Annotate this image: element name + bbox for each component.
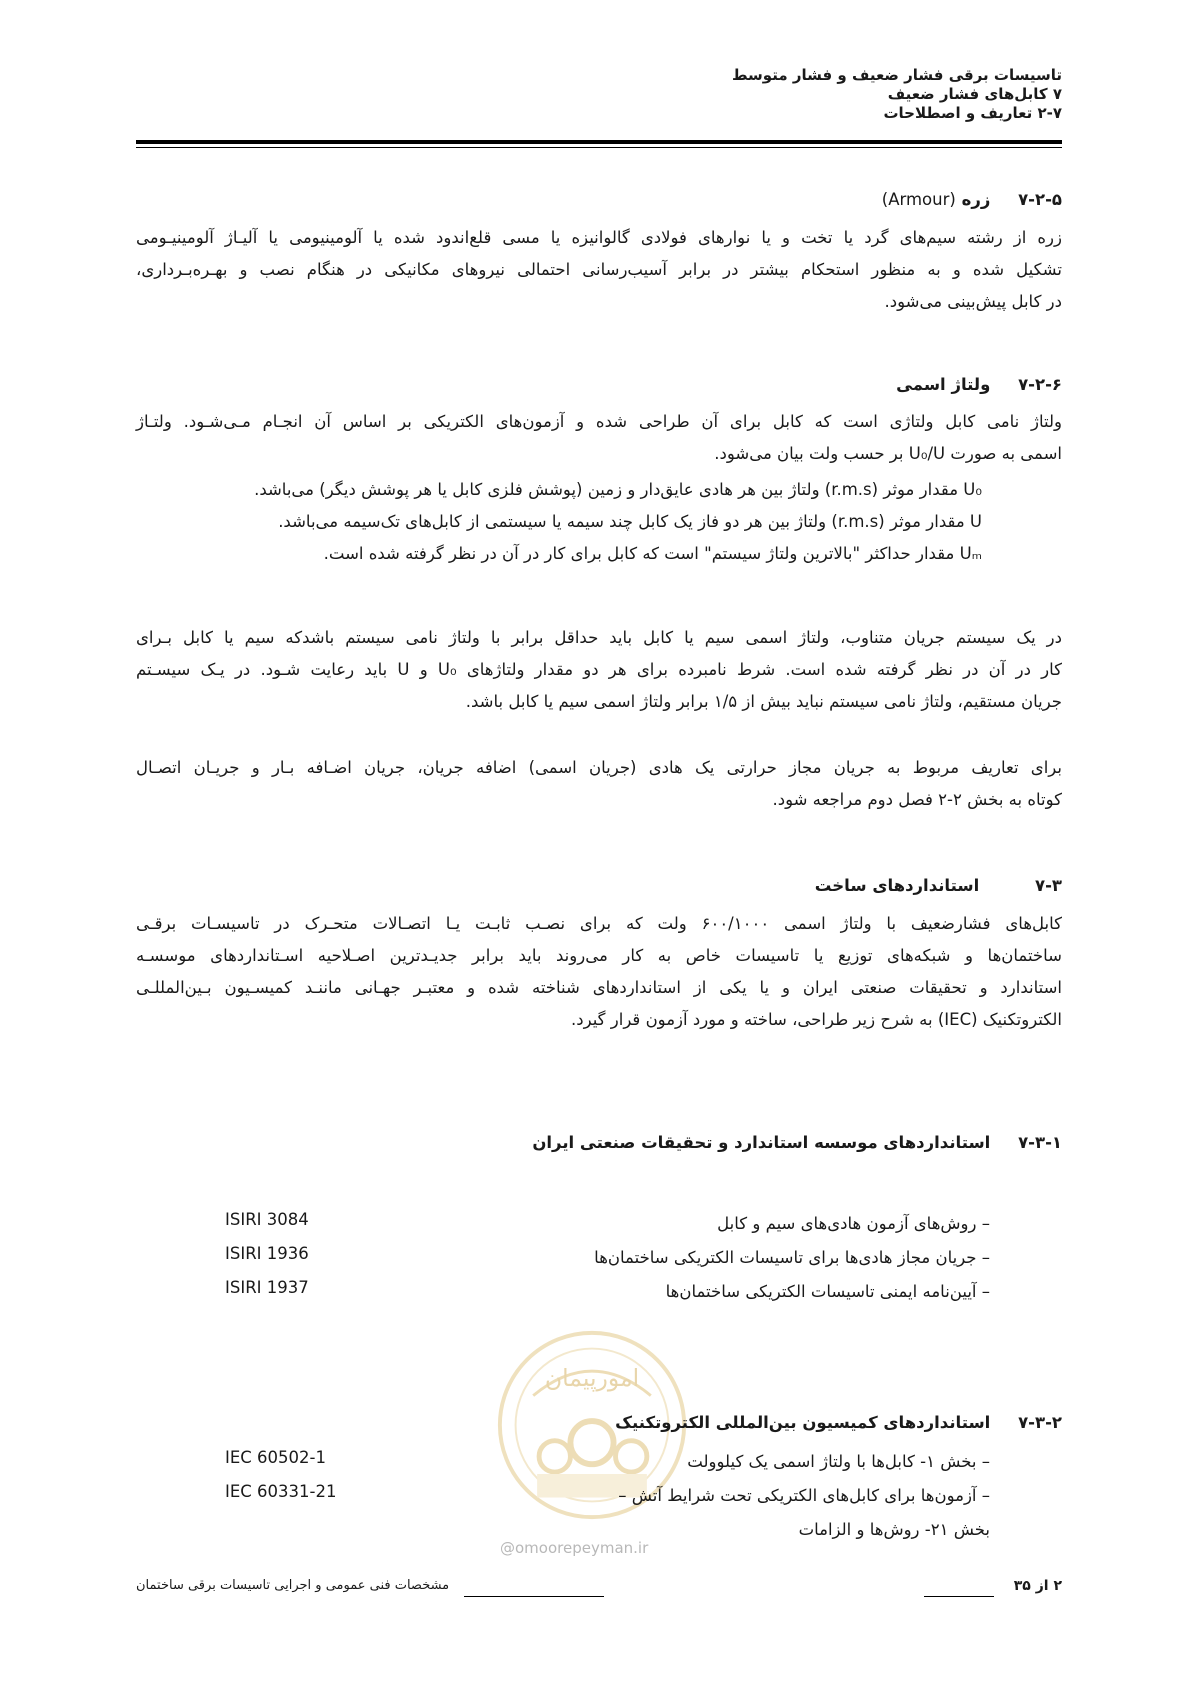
watermark-logo-text: امورپیمان — [544, 1363, 640, 1392]
iec-code-1: IEC 60502-1 — [225, 1448, 326, 1467]
section-title: ولتاژ اسمی — [896, 375, 991, 394]
section-title: استانداردهای موسسه استاندارد و تحقیقات صنعتی ایران — [532, 1133, 991, 1152]
paragraph-line: کار در آن در نظر گرفته شده است. شرط نامبرده برای هر دو مقدار ولتاژهای U₀ و U باید رعایت شـود. در یـک سیسـتم — [136, 660, 1062, 679]
header-rule-thin — [136, 147, 1062, 148]
header-line-2: ۷ کابل‌های فشار ضعیف — [887, 85, 1062, 103]
iec-item-2: – آزمون‌ها برای کابل‌های الکتریکی تحت شرایط آتش – — [618, 1486, 990, 1505]
section-number: ۷-۲-۵ — [1018, 190, 1062, 209]
iec-code-2: IEC 60331-21 — [225, 1482, 337, 1501]
iec-item-1: – بخش ۱- کابل‌ها با ولتاژ اسمی یک کیلوولت — [687, 1452, 990, 1471]
paragraph-line: برای تعاریف مربوط به جریان مجاز حرارتی یک هادی (جریان اسمی) اضافه جریان، جریان اضـافه بـار و جریـان اتصـال — [136, 758, 1062, 777]
isiri-item-1: – روش‌های آزمون هادی‌های سیم و کابل — [717, 1214, 990, 1233]
definition-line: Uₘ مقدار حداکثر "بالاترین ولتاژ سیستم" است که کابل برای کار در آن در نظر گرفته شده است. — [323, 544, 982, 563]
paragraph-line: جریان مستقیم، ولتاژ نامی سیستم نباید بیش از ۱/۵ برابر ولتاژ اسمی سیم یا کابل باشد. — [465, 692, 1062, 711]
section-title-en: (Armour) — [881, 190, 956, 209]
paragraph-line: در یک سیستم جریان متناوب، ولتاژ اسمی سیم یا کابل باید حداقل برابر با ولتاژ نامی سیستم باشدکه سیم یا کابل بـرای — [136, 628, 1062, 647]
section-title: استانداردهای ساخت — [814, 876, 980, 895]
section-heading-iec — [615, 1413, 1062, 1432]
section-heading-rated-voltage — [896, 375, 1062, 394]
paragraph-line: ساختمان‌ها و شبکه‌های توزیع یا تاسیسات خاص به کار می‌روند باید برابر جدیـدترین اصـلاحیه اسـتانداردهای موسسـه — [136, 946, 1062, 965]
section-number: ۷-۳ — [1035, 876, 1062, 895]
paragraph-line: کوتاه به بخش ۲-۲ فصل دوم مراجعه شود. — [772, 790, 1062, 809]
paragraph-line: الکتروتکنیک (IEC) به شرح زیر طراحی، ساخته و مورد آزمون قرار گیرد. — [571, 1010, 1062, 1029]
header-rule-thick — [136, 140, 1062, 144]
isiri-code-2: ISIRI 1936 — [225, 1244, 309, 1263]
footer-title: مشخصات فنی عمومی و اجرایی تاسیسات برقی ساختمان — [136, 1578, 450, 1593]
definition-line: U مقدار موثر (r.m.s) ولتاژ بین هر دو فاز یک کابل چند سیمه یا سیستمی از کابل‌های تک‌سیمه می‌باشد. — [278, 512, 982, 531]
armour-paragraph — [136, 222, 1062, 318]
ac-dc-paragraph — [136, 622, 1062, 718]
iec-item-2-continuation: بخش ۲۱- روش‌ها و الزامات — [798, 1520, 990, 1539]
isiri-item-2: – جریان مجاز هادی‌ها برای تاسیسات الکتریکی ساختمان‌ها — [594, 1248, 990, 1267]
page-number: ۲ از ۳۵ — [1013, 1578, 1062, 1594]
isiri-code-1: ISIRI 3084 — [225, 1210, 309, 1229]
paragraph-line: تشکیل شده و به منظور استحکام بیشتر در برابر آسیب‌رسانی احتمالی نیروهای مکانیکی در هنگام نصب و بهـره‌بـرداری، — [136, 260, 1062, 279]
header-line-3: ۲-۷ تعاریف و اصطلاحات — [883, 104, 1062, 122]
isiri-code-3: ISIRI 1937 — [225, 1278, 309, 1297]
standards-paragraph — [136, 908, 1062, 1036]
current-definitions-paragraph — [136, 752, 1062, 816]
section-number: ۷-۳-۲ — [1018, 1413, 1062, 1432]
section-number: ۷-۳-۱ — [1018, 1133, 1062, 1152]
rated-voltage-paragraph — [136, 406, 1062, 470]
page-footer — [136, 1578, 1062, 1600]
watermark-site — [500, 1539, 648, 1557]
paragraph-line: اسمی به صورت U₀/U بر حسب ولت بیان می‌شود. — [714, 444, 1062, 463]
paragraph-line: استاندارد و تحقیقات صنعتی ایران و یا یکی از استانداردهای شناخته شده و معتبـر جهـانی ماننـد کمیسـیون بـین‌المللـی — [136, 978, 1062, 997]
definition-line: U₀ مقدار موثر (r.m.s) ولتاژ بین هر هادی عایق‌دار و زمین (پوشش فلزی کابل یا هر پوشش دیگر) می‌باشد. — [254, 480, 982, 499]
section-title: استانداردهای کمیسیون بین‌المللی الکتروتکنیک — [615, 1413, 991, 1432]
voltage-definitions — [200, 474, 982, 570]
footer-rule-right — [924, 1596, 994, 1597]
paragraph-line: کابل‌های فشارضعیف با ولتاژ اسمی ۶۰۰/۱۰۰۰ ولت که برای نصـب ثابـت یـا اتصـالات متحـرک در تاسیسـات برقـی — [136, 914, 1062, 933]
header-line-1: تاسیسات برقی فشار ضعیف و فشار متوسط — [731, 66, 1062, 84]
paragraph-line: ولتاژ نامی کابل ولتاژی است که کابل برای آن طراحی شده و آزمون‌های الکتریکی بر اساس آن انجـام مـی‌شـود. ولتـاژ — [136, 412, 1062, 431]
paragraph-line: زره از رشته سیم‌های گرد یا تخت و یا نوارهای فولادی گالوانیزه یا مسی قلع‌اندود شده یا آلومینیومی یا آلیـاژ آلومینیـومی — [136, 228, 1062, 247]
document-header — [732, 66, 1062, 123]
watermark-site-text: omoorepeyman.ir — [515, 1539, 649, 1557]
paragraph-line: در کابل پیش‌بینی می‌شود. — [884, 292, 1062, 311]
isiri-item-3: – آیین‌نامه ایمنی تاسیسات الکتریکی ساختمان‌ها — [665, 1282, 990, 1301]
footer-rule-left — [464, 1596, 604, 1597]
section-number: ۷-۲-۶ — [1018, 375, 1062, 394]
section-heading-standards — [815, 876, 1062, 895]
section-heading-armour — [882, 190, 1062, 209]
at-icon: @ — [500, 1539, 515, 1557]
section-title: زره — [961, 190, 991, 209]
section-heading-isiri — [532, 1133, 1062, 1152]
